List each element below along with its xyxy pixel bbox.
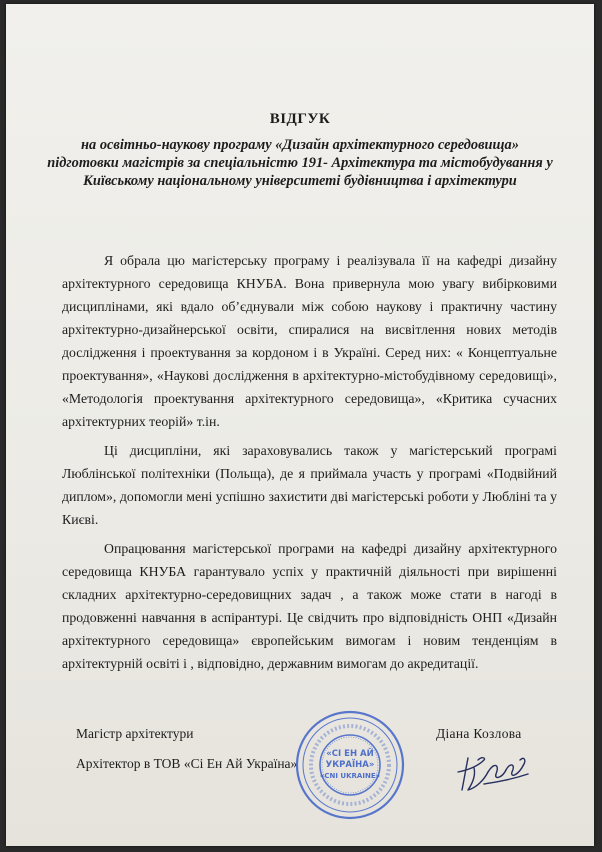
document-page <box>6 4 594 846</box>
document-body <box>62 249 557 681</box>
document-subtitle: на освітньо-наукову програму «Дизайн архітектурного середовища» підготовки магістрів за спеціальністю 191- Архітектура та містобудування у Київському національному університеті будівництва і архітектури <box>47 137 553 189</box>
paragraph-1: Я обрала цю магістерську програму і реалізувала її на кафедрі дизайну архітектурного середовища КНУБА. Вона привернула мою увагу вибірковими дисциплінами, які вдало об’єднували між собою наукову і практичну частину архітектурно-дизайнерської освіти, спиралися на висвітлення нових методів дослідження і проектування за кордоном і в Україні. Серед них: « Концептуальне проектування», «Наукові дослідження в архітектурно-містобудівному середовищі», «Методологія проектування архітектурного середовища», «Критика сучасних архітектурних теорій» т.ін. <box>62 253 557 429</box>
handwritten-signature <box>454 750 534 794</box>
signer-name: Діана Козлова <box>436 726 522 741</box>
stamp-text-1: «СІ ЕН АЙ <box>326 749 374 759</box>
company-stamp <box>294 709 406 821</box>
document-title: ВІДГУК <box>269 111 331 127</box>
signer-degree: Магістр архітектури <box>76 726 194 741</box>
stamp-text-2: УКРАЇНА» <box>325 760 375 770</box>
signer-position: Архітектор в ТОВ «Сі Ен Ай Україна» <box>76 756 298 771</box>
paragraph-3: Опрацювання магістерської програми на кафедрі дизайну архітектурного середовища КНУБА гарантувало успіх у практичній діяльності при вирішенні складних архітектурно-середовищних задач , а також може стати в нагоді в продовженні навчання в аспірантурі. Це свідчить про відповідність ОНП «Дизайн архітектурного середовища» європейським вимогам і новим тенденціям в архітектурній освіті і , відповідно, державним вимогам до акредитації. <box>62 541 557 671</box>
paragraph-2: Ці дисципліни, які зараховувались також у магістерський програмі Люблінської політехніки (Польща), де я приймала участь у програмі «Подвійний диплом», допомогли мені успішно захистити дві магістерські роботи у Любліні та у Києві. <box>62 443 557 527</box>
stamp-text-3: «CNI UKRAINE» <box>319 772 381 780</box>
